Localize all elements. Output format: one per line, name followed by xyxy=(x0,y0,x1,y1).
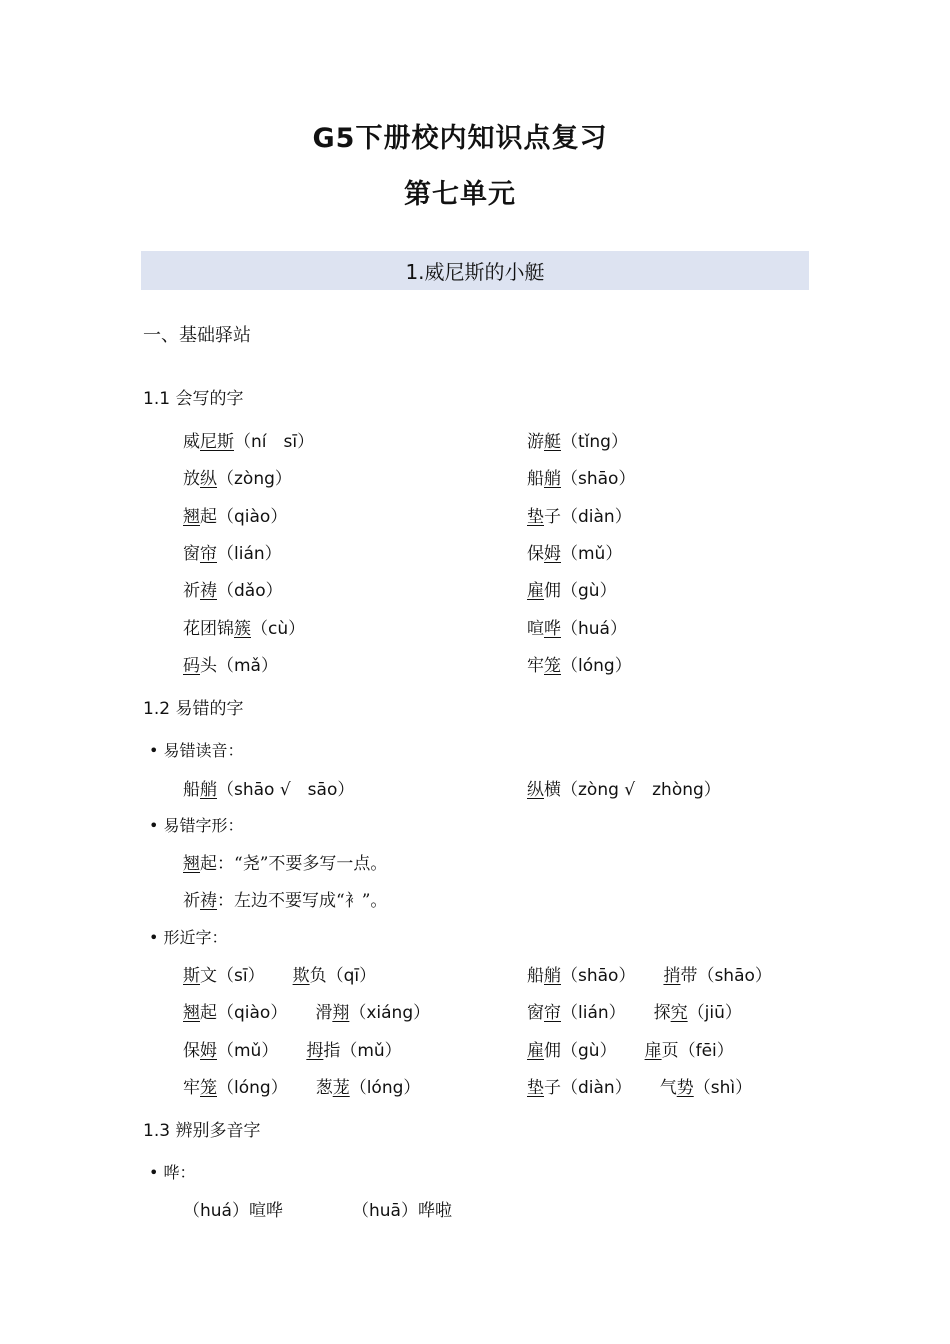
lesson-banner xyxy=(141,251,809,290)
polyphone-reading: （huā）哗啦 xyxy=(352,1201,452,1221)
misread-label: • 易错读音： xyxy=(149,741,244,760)
similar-pair: 窗帘（lián） 探究（jiū） xyxy=(527,1003,742,1024)
writable-word: 牢笼（lóng） xyxy=(527,655,632,676)
polyphone-label: • 哗： xyxy=(149,1163,196,1182)
similar-pair: 船艄（shāo） 捎带（shāo） xyxy=(527,966,772,986)
section-polyphone: 1.3 辨别多音字 xyxy=(143,1121,261,1141)
miswrite-label: • 易错字形： xyxy=(149,816,244,835)
writable-word: 花团锦簇（cù） xyxy=(183,618,306,639)
doc-title: G5下册校内知识点复习 xyxy=(312,123,608,154)
section-error-prone: 1.2 易错的字 xyxy=(143,699,244,719)
miswrite-item: 祈祷：左边不要写成“衤”。 xyxy=(183,891,388,911)
section-writable: 1.1 会写的字 xyxy=(143,389,244,409)
similar-pair: 牢笼（lóng） 葱茏（lóng） xyxy=(183,1077,421,1098)
similar-pair: 保姆（mǔ） 拇指（mǔ） xyxy=(183,1040,402,1061)
misread-item: 纵横（zòng √ zhòng） xyxy=(527,780,721,800)
writable-word: 翘起（qiào） xyxy=(183,506,288,527)
writable-word: 垫子（diàn） xyxy=(527,506,632,527)
similar-pair: 雇佣（gù） 扉页（fēi） xyxy=(527,1040,734,1061)
writable-word: 威尼斯（ní sī） xyxy=(183,432,315,452)
similar-pair: 翘起（qiào） 滑翔（xiáng） xyxy=(183,1003,431,1024)
writable-word: 码头（mǎ） xyxy=(183,655,278,676)
similar-label: • 形近字： xyxy=(149,928,228,947)
writable-word: 窗帘（lián） xyxy=(183,543,282,564)
writable-word: 放纵（zòng） xyxy=(183,469,292,490)
writable-word: 雇佣（gù） xyxy=(527,581,617,602)
misread-item: 船艄（shāo √ sāo） xyxy=(183,780,355,800)
writable-word: 保姆（mǔ） xyxy=(527,543,623,564)
lesson-title: 1.威尼斯的小艇 xyxy=(405,260,545,284)
unit-title: 第七单元 xyxy=(404,179,516,210)
miswrite-item: 翘起：“尧”不要多写一点。 xyxy=(183,854,388,874)
writable-word: 游艇（tǐng） xyxy=(527,432,628,452)
section-basics: 一、基础驿站 xyxy=(143,325,251,346)
writable-word: 喧哗（huá） xyxy=(527,618,627,639)
writable-word: 祈祷（dǎo） xyxy=(183,581,283,602)
polyphone-reading: （huá）喧哗 xyxy=(183,1201,283,1221)
writable-word: 船艄（shāo） xyxy=(527,469,636,490)
similar-pair: 斯文（sī） 欺负（qī） xyxy=(183,966,377,986)
similar-pair: 垫子（diàn） 气势（shì） xyxy=(527,1077,753,1098)
